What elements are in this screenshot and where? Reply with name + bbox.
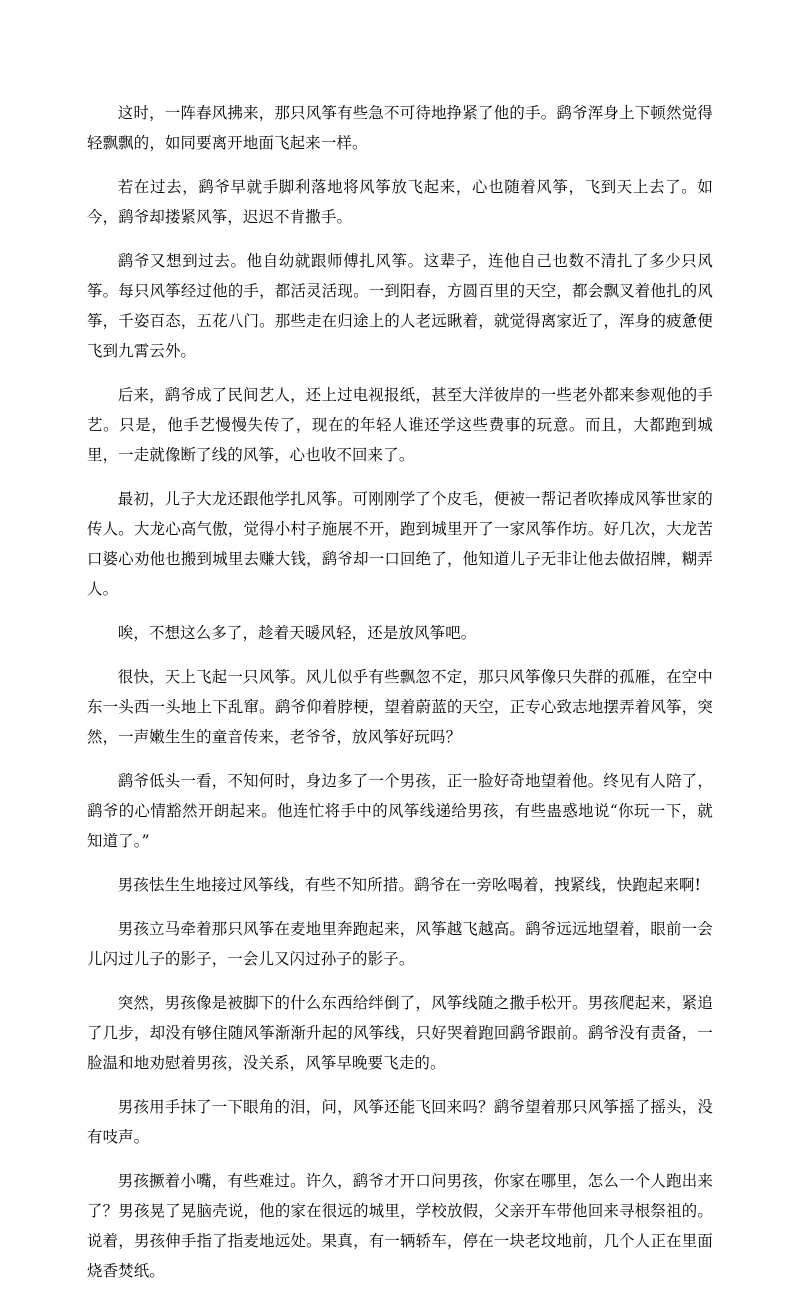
paragraph: 若在过去，鹞爷早就手脚利落地将风筝放飞起来，心也随着风筝，飞到天上去了。如今，鹞爷却搂紧风筝，迟迟不肯撒手。 bbox=[87, 178, 713, 226]
paragraph: 鹞爷低头一看，不知何时，身边多了一个男孩，正一脸好奇地望着他。终见有人陪了，鹞爷的心情豁然开朗起来。他连忙将手中的风筝线递给男孩，有些蛊惑地说“你玩一下，就知道了。” bbox=[87, 772, 713, 850]
paragraph: 男孩用手抹了一下眼角的泪，问，风筝还能飞回来吗？鹞爷望着那只风筝摇了摇头，没有吱声。 bbox=[87, 1098, 713, 1146]
paragraph: 很快，天上飞起一只风筝。风儿似乎有些飘忽不定，那只风筝像只失群的孤雁，在空中东一头西一头地上下乱窜。鹞爷仰着脖梗，望着蔚蓝的天空，正专心致志地摆弄着风筝，突然，一声嫩生生的童音传来，老爷爷，放风筝好玩吗？ bbox=[87, 668, 713, 746]
paragraph: 突然，男孩像是被脚下的什么东西给绊倒了，风筝线随之撒手松开。男孩爬起来，紧追了几步，却没有够住随风筝渐渐升起的风筝线，只好哭着跑回鹞爷跟前。鹞爷没有责备，一脸温和地劝慰着男孩，没关系，风筝早晚要飞走的。 bbox=[87, 994, 713, 1072]
paragraph: 男孩怯生生地接过风筝线，有些不知所措。鹞爷在一旁吆喝着，拽紧线，快跑起来啊! bbox=[117, 876, 702, 894]
paragraph: 唉，不想这么多了，趁着天暖风轻，还是放风筝吧。 bbox=[117, 624, 477, 642]
paragraph: 后来，鹞爷成了民间艺人，还上过电视报纸，甚至大洋彼岸的一些老外都来参观他的手艺。只是，他手艺慢慢失传了，现在的年轻人谁还学这些费事的玩意。而且，大都跑到城里，一走就像断了线的风筝，心也收不回来了。 bbox=[87, 386, 713, 464]
paragraph: 这时，一阵春风拂来，那只风筝有些急不可待地挣紧了他的手。鹞爷浑身上下顿然觉得轻飘飘的，如同要离开地面飞起来一样。 bbox=[87, 104, 713, 152]
paragraph: 男孩撅着小嘴，有些难过。许久，鹞爷才开口问男孩，你家在哪里，怎么一个人跑出来了？男孩晃了晃脑壳说，他的家在很远的城里，学校放假，父亲开车带他回来寻根祭祖的。说着，男孩伸手指了指麦地远处。果真，有一辆轿车，停在一块老坟地前，几个人正在里面烧香焚纸。 bbox=[87, 1172, 713, 1280]
paragraph: 男孩立马牵着那只风筝在麦地里奔跑起来，风筝越飞越高。鹞爷远远地望着，眼前一会儿闪过儿子的影子，一会儿又闪过孙子的影子。 bbox=[87, 920, 713, 968]
story-body bbox=[87, 98, 713, 1300]
paragraph: 鹞爷又想到过去。他自幼就跟师傅扎风筝。这辈子，连他自己也数不清扎了多少只风筝。每只风筝经过他的手，都活灵活现。一到阳春，方圆百里的天空，都会飘叉着他扎的风筝，千姿百态，五花八门。那些走在归途上的人老远瞅着，就觉得离家近了，浑身的疲惫便飞到九霄云外。 bbox=[87, 252, 713, 360]
paragraph: 最初，儿子大龙还跟他学扎风筝。可刚刚学了个皮毛，便被一帮记者吹捧成风筝世家的传人。大龙心高气傲，觉得小村子施展不开，跑到城里开了一家风筝作坊。好几次，大龙苦口婆心劝他也搬到城里去赚大钱，鹞爷却一口回绝了，他知道儿子无非让他去做招牌，糊弄人。 bbox=[87, 490, 713, 598]
